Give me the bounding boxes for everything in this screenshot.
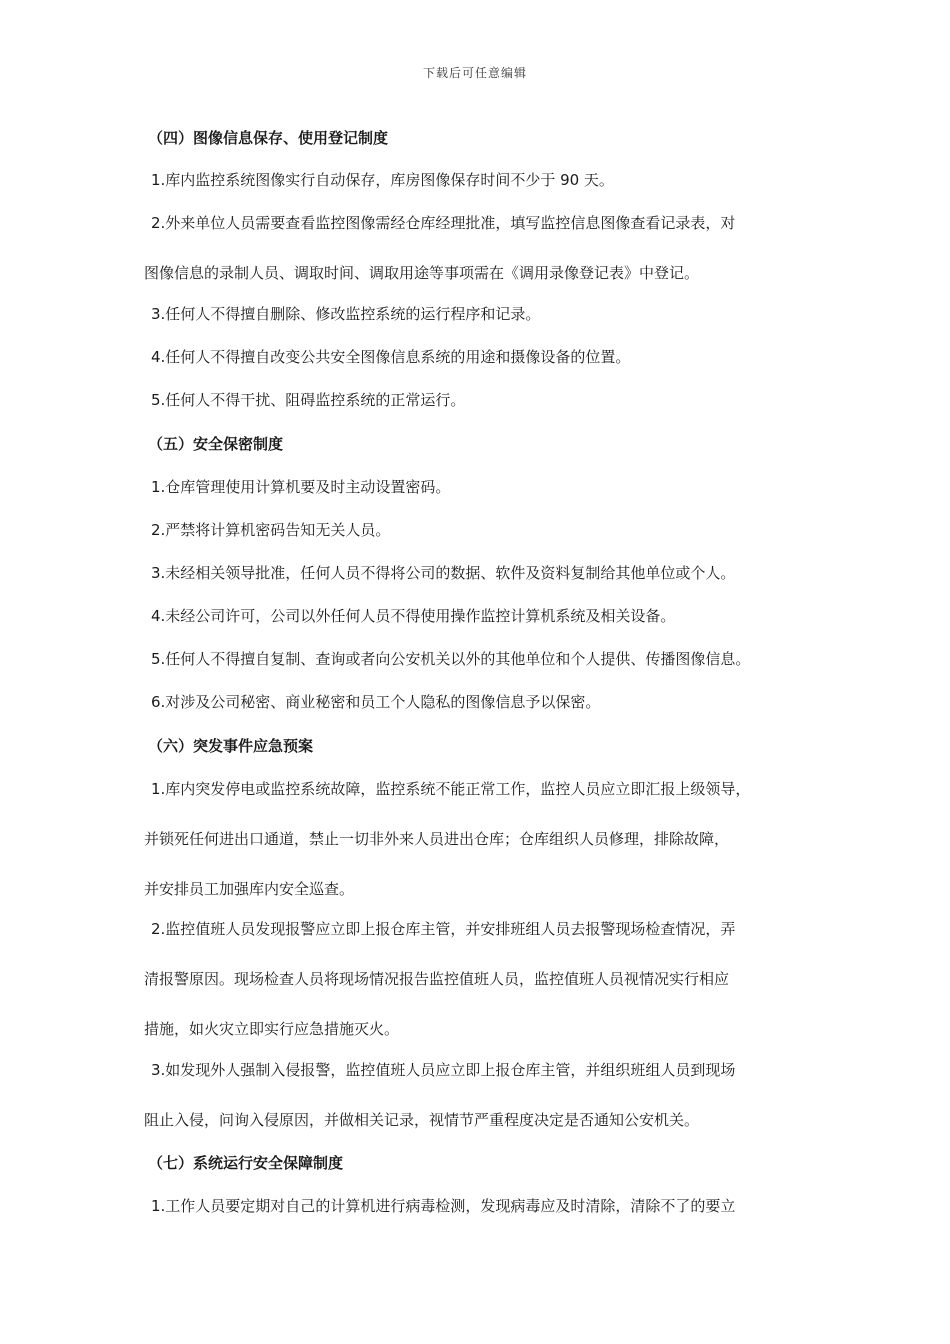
- paragraph: 1.库内监控系统图像实行自动保存，库房图像保存时间不少于 90 天。: [151, 171, 614, 189]
- paragraph: 5.任何人不得擅自复制、查询或者向公安机关以外的其他单位和个人提供、传播图像信息。: [151, 650, 751, 668]
- paragraph: 3.任何人不得擅自删除、修改监控系统的运行程序和记录。: [151, 305, 541, 323]
- section-6-title: （六）突发事件应急预案: [148, 737, 314, 755]
- paragraph: 1.工作人员要定期对自己的计算机进行病毒检测，发现病毒应及时清除，清除不了的要立: [151, 1197, 736, 1215]
- paragraph-continuation: 清报警原因。现场检查人员将现场情况报告监控值班人员，监控值班人员视情况实行相应: [144, 970, 730, 988]
- paragraph: 2.严禁将计算机密码告知无关人员。: [151, 521, 391, 539]
- paragraph: 3.如发现外人强制入侵报警，监控值班人员应立即上报仓库主管，并组织班组人员到现场: [151, 1061, 736, 1079]
- section-4-title: （四）图像信息保存、使用登记制度: [148, 129, 389, 147]
- paragraph: 5.任何人不得干扰、阻碍监控系统的正常运行。: [151, 391, 466, 409]
- paragraph-continuation: 图像信息的录制人员、调取时间、调取用途等事项需在《调用录像登记表》中登记。: [144, 264, 700, 282]
- paragraph-continuation: 并安排员工加强库内安全巡查。: [144, 880, 355, 898]
- paragraph-continuation: 措施，如火灾立即实行应急措施灭火。: [144, 1020, 400, 1038]
- paragraph: 4.任何人不得擅自改变公共安全图像信息系统的用途和摄像设备的位置。: [151, 348, 631, 366]
- paragraph: 6.对涉及公司秘密、商业秘密和员工个人隐私的图像信息予以保密。: [151, 693, 601, 711]
- paragraph: 4.未经公司许可，公司以外任何人员不得使用操作监控计算机系统及相关设备。: [151, 607, 676, 625]
- paragraph-continuation: 并锁死任何进出口通道，禁止一切非外来人员进出仓库；仓库组织人员修理，排除故障，: [144, 830, 730, 848]
- paragraph: 2.监控值班人员发现报警应立即上报仓库主管，并安排班组人员去报警现场检查情况，弄: [151, 920, 736, 938]
- paragraph: 3.未经相关领导批准，任何人员不得将公司的数据、软件及资料复制给其他单位或个人。: [151, 564, 736, 582]
- paragraph-continuation: 阻止入侵，问询入侵原因，并做相关记录，视情节严重程度决定是否通知公安机关。: [144, 1111, 700, 1129]
- section-5-title: （五）安全保密制度: [148, 435, 284, 453]
- page-header: 下载后可任意编辑: [422, 66, 527, 80]
- paragraph: 2.外来单位人员需要查看监控图像需经仓库经理批准，填写监控信息图像查看记录表，对: [151, 214, 736, 232]
- paragraph: 1.库内突发停电或监控系统故障，监控系统不能正常工作，监控人员应立即汇报上级领导，: [151, 780, 751, 798]
- paragraph: 1.仓库管理使用计算机要及时主动设置密码。: [151, 478, 451, 496]
- section-7-title: （七）系统运行安全保障制度: [148, 1154, 344, 1172]
